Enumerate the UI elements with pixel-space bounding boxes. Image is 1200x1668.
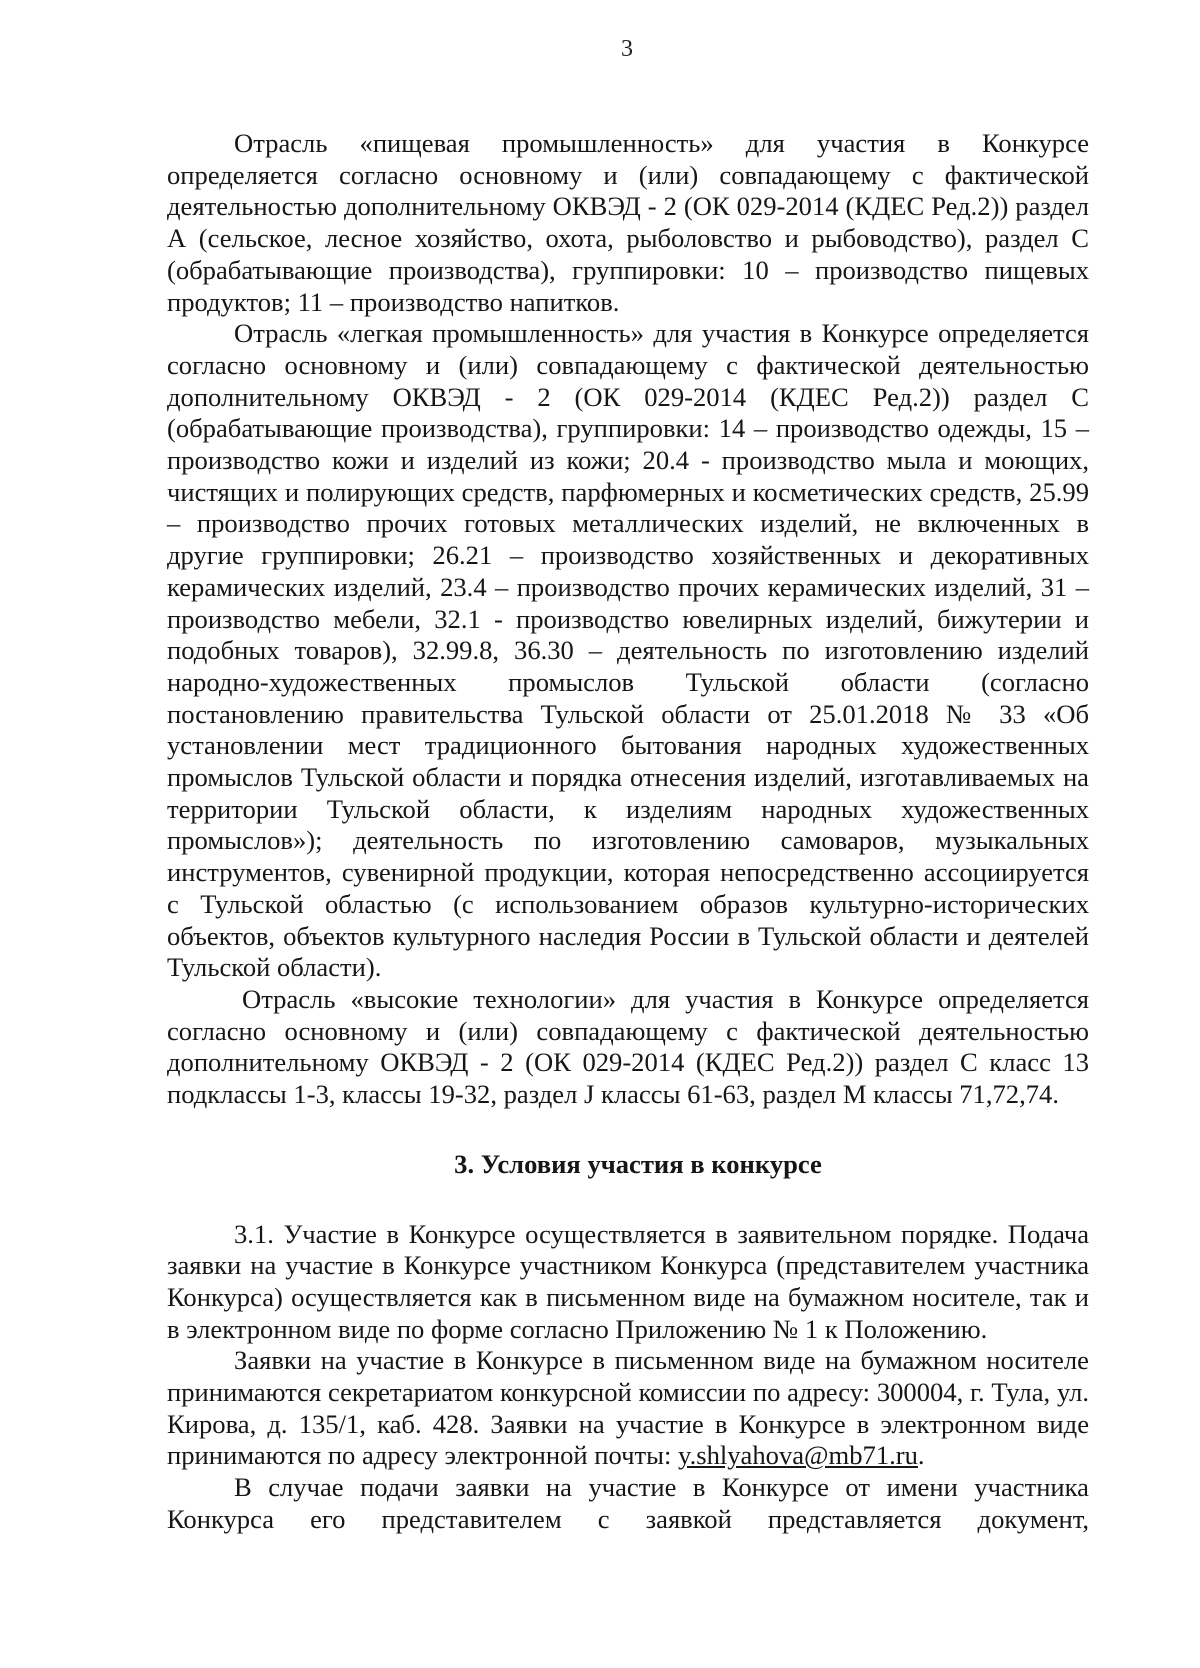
paragraph-food-industry: Отрасль «пищевая промышленность» для участия в Конкурсе определяется согласно основному и (или) совпадающему с фактической деятельностью дополнительному ОКВЭД - 2 (ОК 029-2014 (КДЕС Ред.2)) раздел А (сельское, лесное хозяйство, охота, рыболовство и рыбоводство), раздел С (обрабатывающие производства), группировки: 10 – производство пищевых продуктов; 11 – производство напитков.: [167, 128, 1089, 317]
paragraph-applications-text: Заявки на участие в Конкурсе в письменном виде на бумажном носителе принимаются секретариатом конкурсной комиссии по адресу: 300004, г. Тула, ул. Кирова, д. 135/1, каб. 428. Заявки на участие в Конкурсе в электронном виде принимаются по адресу электронной почты:: [167, 1345, 1089, 1471]
paragraph-representative: В случае подачи заявки на участие в Конкурсе от имени участника Конкурса его представителем с заявкой представляется документ,: [167, 1472, 1089, 1534]
email-link[interactable]: y.shlyahova@mb71.ru: [678, 1440, 918, 1471]
paragraph-high-tech: Отрасль «высокие технологии» для участия в Конкурсе определяется согласно основному и (или) совпадающему с фактической деятельностью дополнительному ОКВЭД - 2 (ОК 029-2014 (КДЕС Ред.2)) раздел С класс 13 подклассы 1-3, классы 19-32, раздел J классы 61-63, раздел М классы 71,72,74.: [167, 983, 1089, 1110]
section-heading: 3. Условия участия в конкурсе: [454, 1148, 822, 1179]
document-body: [167, 128, 1089, 1536]
page-number: 3: [621, 36, 633, 62]
paragraph-applications: [167, 1345, 1089, 1472]
paragraph-applications-end: .: [917, 1440, 925, 1471]
paragraph-light-industry: Отрасль «легкая промышленность» для участия в Конкурсе определяется согласно основному и (или) совпадающему с фактической деятельностью дополнительному ОКВЭД - 2 (ОК 029-2014 (КДЕС Ред.2)) раздел С (обрабатывающие производства), группировки: 14 – производство одежды, 15 – производство кожи и изделий из кожи; 20.4 - производство мыла и моющих, чистящих и полирующих средств, парфюмерных и косметических средств, 25.99 – производство прочих готовых металлических изделий, не включенных в другие группировки; 26.21 – производство хозяйственных и декоративных керамических изделий, 23.4 – производство прочих керамических изделий, 31 – производство мебели, 32.1 - производство ювелирных изделий, бижутерии и подобных товаров), 32.99.8, 36.30 – деятельность по изготовлению изделий народно-художественных промыслов Тульской области (согласно постановлению правительства Тульской области от 25.01.2018 № 33 «Об установлении мест традиционного бытования народных художественных промыслов Тульской области и порядка отнесения изделий, изготавливаемых на территории Тульской области, к изделиям народных художественных промыслов»); деятельность по изготовлению самоваров, музыкальных инструментов, сувенирной продукции, которая непосредственно ассоциируется с Тульской областью (с использованием образов культурно-исторических объектов, объектов культурного наследия России в Тульской области и деятелей Тульской области).: [167, 318, 1089, 983]
paragraph-3-1: 3.1. Участие в Конкурсе осуществляется в заявительном порядке. Подача заявки на участие в Конкурсе участником Конкурса (представителем участника Конкурса) осуществляется как в письменном виде на бумажном носителе, так и в электронном виде по форме согласно Приложению № 1 к Положению.: [167, 1218, 1089, 1344]
